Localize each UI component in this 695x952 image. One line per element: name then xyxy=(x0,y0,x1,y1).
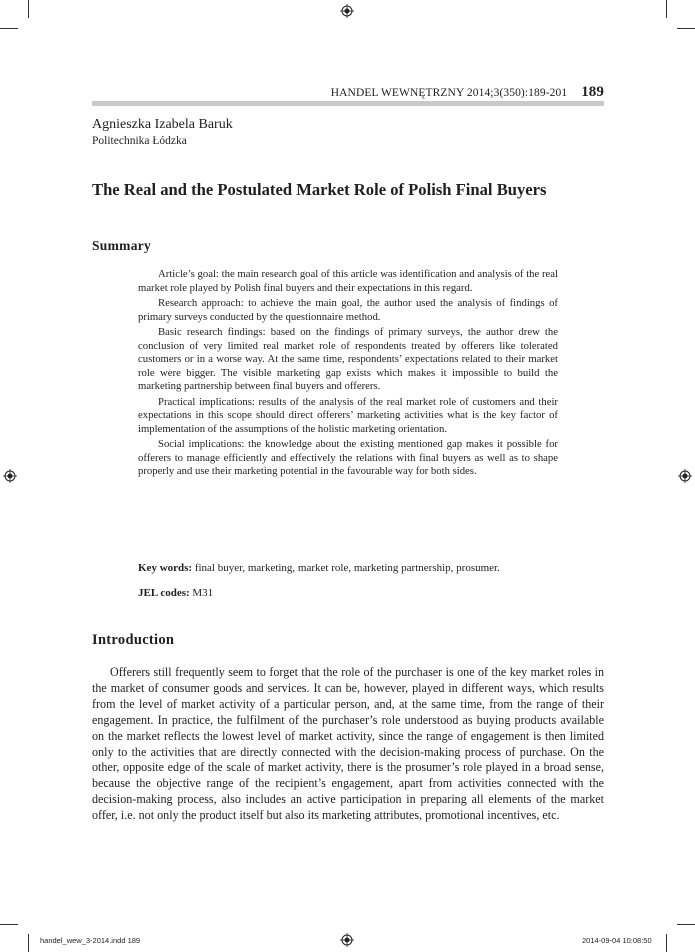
registration-mark-icon xyxy=(340,933,354,947)
crop-mark xyxy=(666,0,667,18)
crop-mark xyxy=(0,924,18,925)
registration-mark-icon xyxy=(3,469,17,483)
keywords-value: final buyer, marketing, market role, marketing partnership, prosumer. xyxy=(194,562,500,574)
abstract-goal: Article’s goal: the main research goal of this article was identification and analysis of the real market role played by Polish final buyers and their expectations in this regard. xyxy=(138,268,558,294)
crop-mark xyxy=(28,0,29,18)
keywords xyxy=(138,562,568,574)
introduction-heading: Introduction xyxy=(92,632,175,648)
crop-mark xyxy=(677,28,695,29)
abstract-practical: Practical implications: results of the analysis of the real market role of customers and their expectations in this scope should direct offerers’ marketing activities what is the key factor of implementation of the assumptions of the holistic marketing orientation. xyxy=(138,395,558,435)
crop-mark xyxy=(666,934,667,952)
keywords-label: Key words: xyxy=(138,562,193,574)
crop-mark xyxy=(0,28,18,29)
footer-file-name: handel_wew_3-2014.indd 189 xyxy=(40,936,141,945)
jel-value: M31 xyxy=(192,587,214,599)
abstract-findings: Basic research findings: based on the findings of primary surveys, the author drew the conclusion of very limited real market role of respondents treated by offerers like tolerated customers or in a worse way. At the same time, respondents’ expectations related to their market role were bigger. The visible marketing gap exists which makes it impossible to build the marketing partnership between final buyers and offerers. xyxy=(138,326,558,392)
crop-mark xyxy=(28,934,29,952)
abstract-social: Social implications: the knowledge about the existing mentioned gap makes it possible for offerers to manage efficiently and effectively the relations with final buyers as well as to shape properly and use their marketing potential in the favourable way for both sides. xyxy=(138,438,558,477)
crop-mark xyxy=(677,924,695,925)
page-number: 189 xyxy=(581,84,604,100)
journal-reference: HANDEL WEWNĘTRZNY 2014;3(350):189-201 xyxy=(330,87,568,99)
registration-mark-icon xyxy=(340,4,354,18)
registration-mark-icon xyxy=(678,469,692,483)
abstract xyxy=(138,268,558,481)
article-title: The Real and the Postulated Market Role of Polish Final Buyers xyxy=(92,180,547,199)
author-name: Agnieszka Izabela Baruk xyxy=(92,117,233,132)
jel-label: JEL codes: xyxy=(138,587,190,599)
running-head xyxy=(92,84,604,101)
jel-codes xyxy=(138,587,213,599)
summary-heading: Summary xyxy=(92,238,152,253)
introduction-paragraph: Offerers still frequently seem to forget that the role of the purchaser is one of the key market roles in the market of consumer goods and services. It can be, however, played in different ways, which results from the level of market activity of a particular person, and, at the same time, from the range of their engagement. In practice, the fulfilment of the purchaser’s role understood as buying products available on the market reflects the lowest level of market activity, since the range of engagement is then limited only to the activities that are directly connected with the decision-making process of purchase. On the other, opposite edge of the scale of market activity, there is the prosumer’s role played in a broad sense, because the objective range of the recipient’s engagement, apart from activities connected with the decision-making process, also includes an active participation in preparing all elements of the market offer, i.e. not only the product itself but also its marketing attributes, promotional incentives, etc. xyxy=(92,665,604,823)
footer-timestamp: 2014-09-04 10:08:50 xyxy=(582,936,652,945)
abstract-approach: Research approach: to achieve the main goal, the author used the analysis of findings of primary surveys conducted by the questionnaire method. xyxy=(138,297,558,323)
author-affiliation: Politechnika Łódzka xyxy=(92,135,187,147)
header-rule xyxy=(92,101,604,106)
